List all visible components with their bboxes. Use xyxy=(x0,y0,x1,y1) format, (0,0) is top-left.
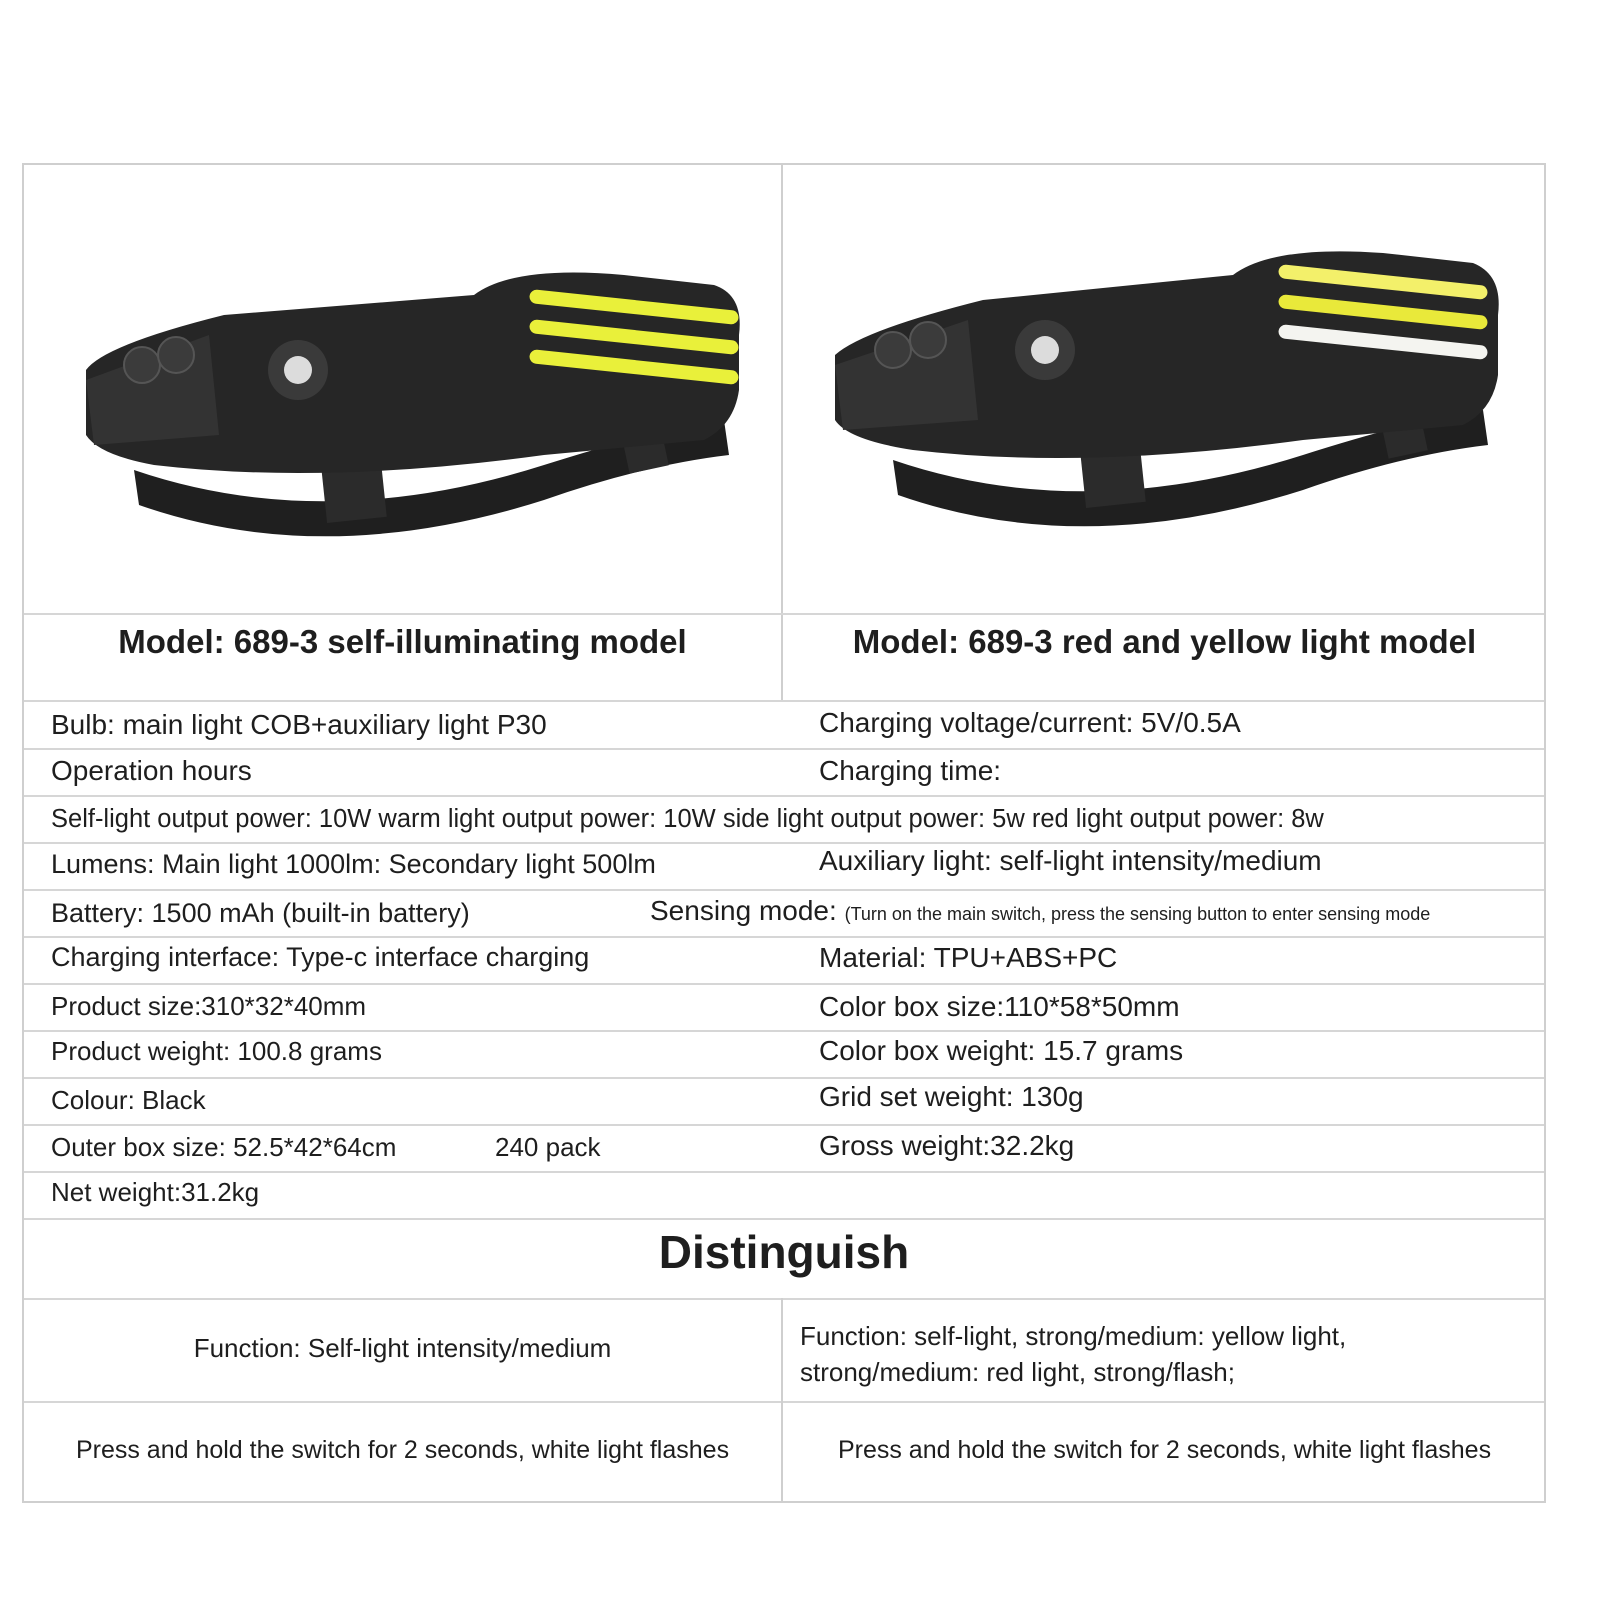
row-divider xyxy=(24,889,1544,891)
row-divider xyxy=(24,1077,1544,1079)
spec-battery: Battery: 1500 mAh (built-in battery) xyxy=(51,898,470,928)
sensing-mode-note: (Turn on the main switch, press the sensing button to enter sensing mode xyxy=(844,904,1431,924)
function-left: Function: Self-light intensity/medium xyxy=(193,1333,612,1363)
row-divider xyxy=(24,1298,1544,1300)
spec-net-weight: Net weight:31.2kg xyxy=(51,1177,260,1207)
row-divider xyxy=(24,613,1544,615)
headlamp-illustration xyxy=(783,165,1546,613)
spec-sensing-mode xyxy=(650,895,1430,927)
spec-pack: 240 pack xyxy=(495,1132,601,1162)
headlamp-image-left xyxy=(24,165,781,613)
row-divider xyxy=(24,983,1544,985)
column-divider xyxy=(781,165,783,700)
hold-switch-left: Press and hold the switch for 2 seconds, white light flashes xyxy=(75,1436,730,1464)
spec-outer-box-size: Outer box size: 52.5*42*64cm xyxy=(51,1132,397,1162)
row-divider xyxy=(24,748,1544,750)
row-divider xyxy=(24,1124,1544,1126)
row-divider xyxy=(24,1030,1544,1032)
model-title-left: Model: 689-3 self-illuminating model xyxy=(118,623,687,660)
spec-charging-voltage: Charging voltage/current: 5V/0.5A xyxy=(819,707,1241,738)
spec-charging-time: Charging time: xyxy=(819,755,1002,786)
headlamp-illustration xyxy=(24,165,781,613)
spec-gross-weight: Gross weight:32.2kg xyxy=(819,1130,1075,1161)
spec-product-weight: Product weight: 100.8 grams xyxy=(51,1036,382,1066)
model-title-right: Model: 689-3 red and yellow light model xyxy=(852,623,1477,660)
spec-bulb: Bulb: main light COB+auxiliary light P30 xyxy=(51,709,547,740)
row-divider xyxy=(24,1218,1544,1220)
spec-output-power: Self-light output power: 10W warm light output power: 10W side light output power: 5w red light output power: 8w xyxy=(51,805,1324,833)
spec-color-box-size: Color box size:110*58*50mm xyxy=(819,991,1180,1022)
spec-colour: Colour: Black xyxy=(51,1085,206,1115)
spec-operation-hours: Operation hours xyxy=(51,755,252,786)
spec-grid-set-weight: Grid set weight: 130g xyxy=(819,1081,1084,1112)
column-divider xyxy=(781,1298,783,1503)
spec-color-box-weight: Color box weight: 15.7 grams xyxy=(819,1035,1184,1066)
row-divider xyxy=(24,795,1544,797)
hold-switch-right: Press and hold the switch for 2 seconds, white light flashes xyxy=(837,1436,1492,1464)
row-divider xyxy=(24,842,1544,844)
spec-lumens: Lumens: Main light 1000lm: Secondary light 500lm xyxy=(51,849,656,879)
row-divider xyxy=(24,700,1544,702)
spec-auxiliary-light: Auxiliary light: self-light intensity/medium xyxy=(819,845,1322,876)
function-right-line-1: Function: self-light, strong/medium: yellow light, xyxy=(800,1321,1347,1351)
function-right-line-2: strong/medium: red light, strong/flash; xyxy=(800,1357,1235,1387)
spec-material: Material: TPU+ABS+PC xyxy=(819,942,1118,973)
row-divider xyxy=(24,1171,1544,1173)
distinguish-heading: Distinguish xyxy=(658,1226,910,1278)
spec-charging-interface: Charging interface: Type-c interface charging xyxy=(51,942,590,972)
spec-sheet xyxy=(22,163,1546,1503)
sensing-mode-label: Sensing mode: xyxy=(650,895,837,926)
function-right xyxy=(800,1318,1346,1390)
spec-product-size: Product size:310*32*40mm xyxy=(51,991,367,1021)
row-divider xyxy=(24,936,1544,938)
row-divider xyxy=(24,1401,1544,1403)
headlamp-image-right xyxy=(783,165,1546,613)
